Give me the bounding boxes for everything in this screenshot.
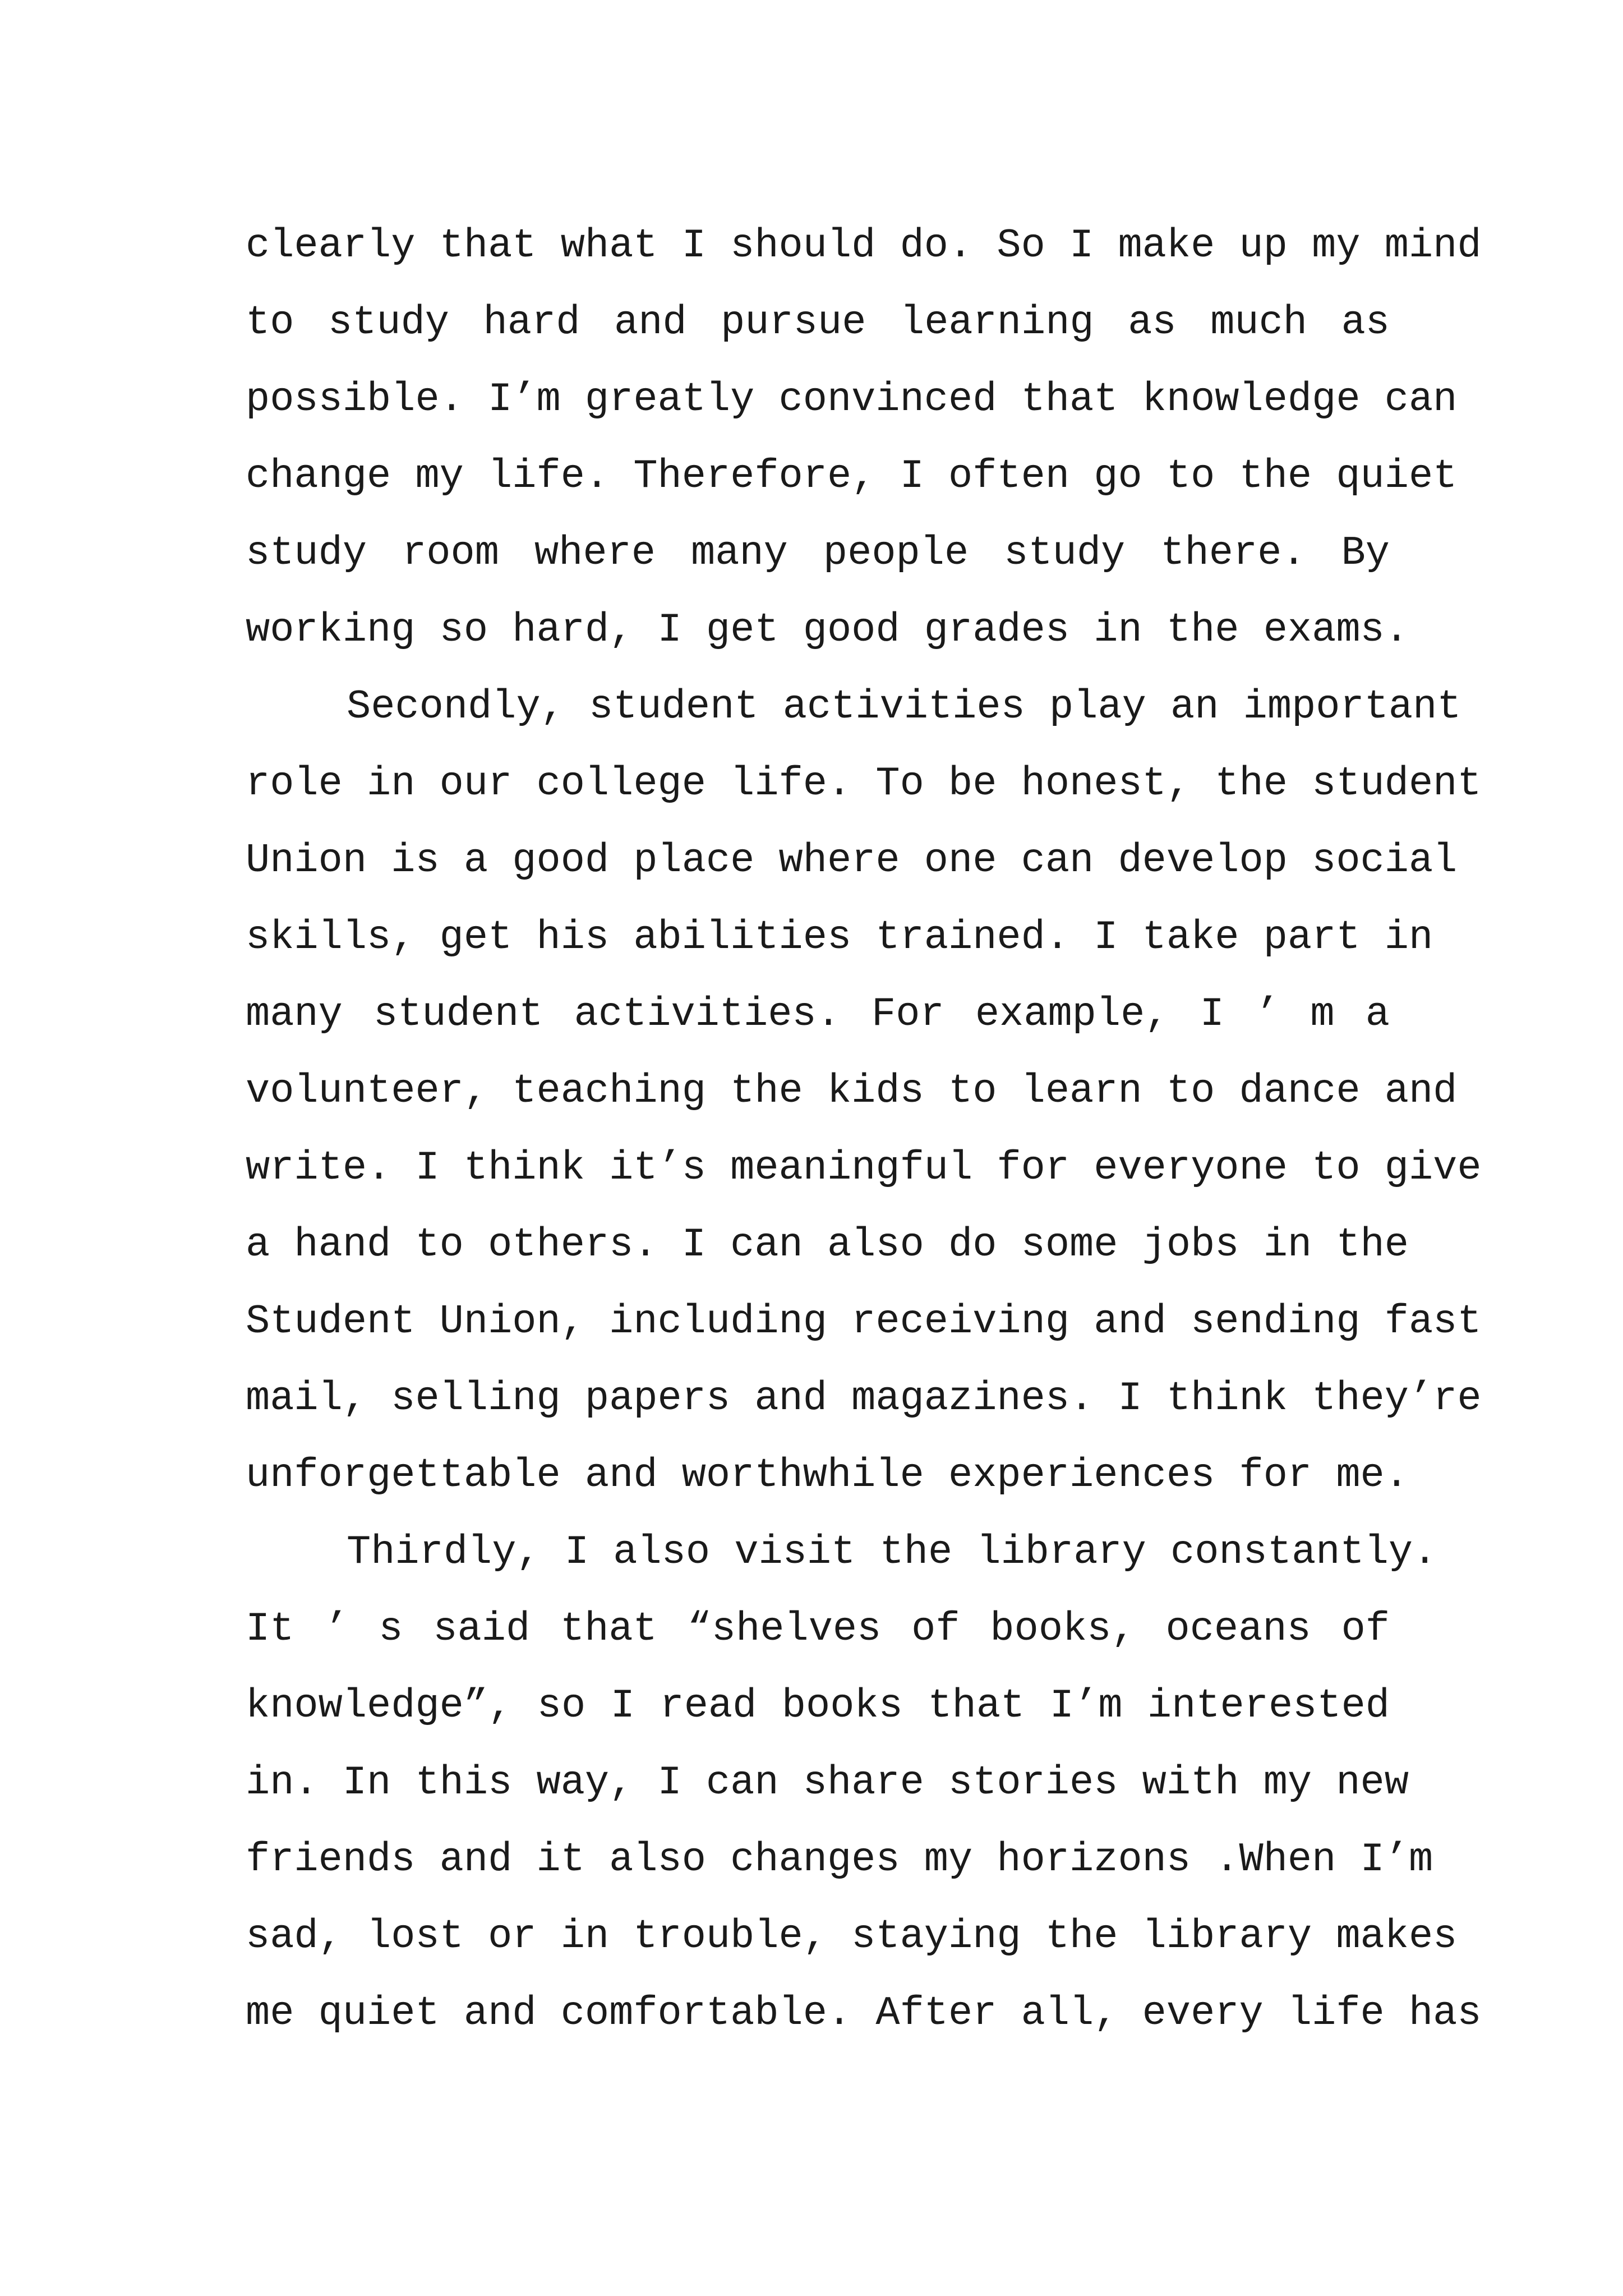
text-line: clearly that what I should do. So I make up my mind <box>246 223 1482 269</box>
text-line: role in our college life. To be honest, the student <box>246 761 1482 807</box>
text-line: possible. I’m greatly convinced that knowledge can <box>246 376 1458 422</box>
text-line: many student activities. For example, I ’ m a <box>246 991 1390 1037</box>
body-text <box>246 208 1482 2052</box>
text-line: unforgettable and worthwhile experiences for me. <box>246 1452 1409 1498</box>
text-line: in. In this way, I can share stories with my new <box>246 1760 1409 1806</box>
text-line: a hand to others. I can also do some jobs in the <box>246 1222 1409 1268</box>
text-line: friends and it also changes my horizons .When I’m <box>246 1837 1433 1883</box>
text-line: Student Union, including receiving and sending fast <box>246 1299 1482 1345</box>
text-line: skills, get his abilities trained. I take part in <box>246 914 1433 960</box>
text-line: Union is a good place where one can develop social <box>246 838 1458 884</box>
text-line: It ’ s said that “shelves of books, oceans of <box>246 1606 1390 1652</box>
text-line: mail, selling papers and magazines. I think they’re <box>246 1375 1482 1421</box>
text-line: me quiet and comfortable. After all, every life has <box>246 1990 1482 2036</box>
text-line: to study hard and pursue learning as much as <box>246 300 1390 346</box>
text-line: write. I think it’s meaningful for everyone to give <box>246 1145 1482 1191</box>
text-line: change my life. Therefore, I often go to the quiet <box>246 453 1458 499</box>
text-line: sad, lost or in trouble, staying the library makes <box>246 1913 1458 1959</box>
text-line: Secondly, student activities play an important <box>347 684 1461 730</box>
text-line: working so hard, I get good grades in the exams. <box>246 607 1409 653</box>
text-line: Thirdly, I also visit the library constantly. <box>347 1529 1437 1575</box>
text-line: volunteer, teaching the kids to learn to dance and <box>246 1068 1458 1114</box>
text-line: knowledge”, so I read books that I’m interested <box>246 1683 1390 1729</box>
text-line: study room where many people study there. By <box>246 530 1390 576</box>
